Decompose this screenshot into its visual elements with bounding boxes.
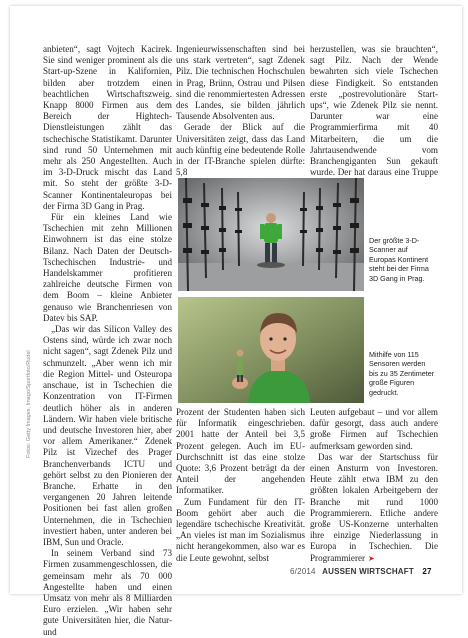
paragraph: Ingenieurwissenschaften sind bei uns stark vertreten“, sagt Zdenek Pilz. Die technischen Hochschulen in Prag, Brünn, Ostrau und Pilsen sind die renommiertesten Adressen des Landes, sie bilden jährlich Tausende Absolventen aus. [176, 44, 305, 122]
issue-number: 6/2014 [290, 567, 316, 576]
article-column-1 [43, 44, 172, 638]
article-column-3-top [310, 44, 438, 190]
article-column-2-bottom [176, 407, 305, 564]
article-column-2-top [176, 44, 305, 178]
photo-caption-figurine: Mithilfe von 115 Sensoren werden bis zu 35 Zentimeter große Figuren gedruckt. [369, 350, 435, 397]
photo-caption-scanner: Der größte 3-D-Scanner auf Europas Kontinent steht bei der Firma 3D Gang in Prag. [369, 236, 429, 283]
paragraph: Leuten aufgebaut – und vor allem dafür gesorgt, dass auch andere große Firmen auf Tschechien aufmerksam geworden sind. [310, 407, 438, 451]
magazine-name: AUSSEN WIRTSCHAFT [322, 567, 414, 576]
paragraph: Prozent der Studenten haben sich für Informatik eingeschrieben. 2001 hatte der Anteil bei 3,5 Prozent gelegen. Auch im EU-Durchschnitt ist das eine stolze Quote: 3,6 Prozent beträgt da der Anteil der angehenden Informatiker. [176, 407, 305, 496]
photo-credit: Fotos: Getty Images, Imago/Sportfoto/Rudel [26, 350, 32, 458]
page-number: 27 [422, 567, 432, 576]
figurine-portrait-illustration [178, 297, 364, 403]
paragraph: Für ein kleines Land wie Tschechien mit zehn Millionen Einwohnern ist das eine stolze Bilanz. Nach Daten der Deutsch-Tschechischen Industrie- und Handelskammer profitieren zahlreiche deutsche Firmen von dem Boom – kleine Anbieter genauso wie Branchenriesen von Datev bis SAP. [43, 212, 172, 323]
paragraph [310, 452, 438, 564]
paragraph: In seinem Verband sind 73 Firmen zusammengeschlossen, die gemeinsam mehr als 70 000 Angestellte haben und einen Umsatz von mehr als 8 Milliarden Euro erzielen. „Wir haben sehr gute Universitäten hier, die Natur- und [43, 548, 172, 637]
paragraph-text: Das war der Startschuss für einen Ansturm von Investoren. Heute zählt etwa IBM zu den größten lokalen Arbeitgebern der Branche mit rund 1000 Programmierern. Etliche andere große US-Konzerne unterhalten ihre einzige Niederlassung in Europa in Tschechien. Die Programmierer [310, 451, 438, 563]
article-column-3-bottom [310, 407, 438, 564]
paragraph: anbieten“, sagt Vojtech Kacirek. Sie sind weniger prominent als die Start-up-Szene in Kalifornien, bilden aber trotzdem einen beachtlichen Wirtschaftszweig. Knapp 8000 Firmen aus dem Bereich der Hightech-Dienstleistungen zählt das tschechische Statistikamt. Darunter sind rund 50 Unternehmen mit mehr als 250 Angestellten. Auch im 3-D-Druck mischt das Land mit. So steht der größte 3-D-Scanner Kontinentaleuropas bei der Firma 3D Gang in Prag. [43, 44, 172, 211]
paragraph: herzustellen, was sie brauchten“, sagt Pilz. Nach der Wende bewahrten sich viele Tschechen diese Findigkeit. So entstanden erste „postrevolutionäre Start-ups“, wie Zdenek Pilz sie nennt. Darunter war eine Programmierfirma mit 40 Mitarbeitern, die um die Jahrtausendwende vom Branchengiganten Sun gekauft wurde. Der hat daraus eine Truppe [310, 44, 438, 178]
scanner-room-photo [178, 178, 364, 291]
continue-arrow-icon: ➤ [368, 553, 375, 563]
page-footer [290, 567, 432, 576]
paragraph: „Das wir das Silicon Valley des Ostens sind, würde ich zwar noch nicht sagen“, sagt Zdenek Pilz und schmunzelt. „Aber wenn ich mir die Region Mittel- und Osteuropa anschaue, ist in Tschechien die Konzentration von IT-Firmen deutlich höher als in anderen Ländern. Wir haben viele britische und deutsche Investoren hier, aber vor allem Amerikaner.“ Zdenek Pilz ist Vizechef des Prager Branchenverbands ICTU und gehört selbst zu den Pionieren der Branche. Erhatte in den vergangenen 20 Jahren leitende Positionen bei fast allen großen Unternehmen, die in Tschechien investiert haben, unter anderen bei IBM, Sun und Oracle. [43, 324, 172, 547]
paragraph: Gerade der Blick auf die Universitäten zeigt, dass das Land auch künftig eine bedeutende Rolle in der IT-Branche spielen dürfte: 5,8 [176, 122, 305, 178]
figurine-portrait-photo [178, 297, 364, 403]
scanner-room-illustration [178, 178, 364, 291]
paragraph: Zum Fundament für den IT-Boom gehört aber auch die legendäre tschechische Kreativität. „An vieles ist man im Sozialismus nicht herangekommen, also war es die Leute gewohnt, selbst [176, 496, 305, 563]
